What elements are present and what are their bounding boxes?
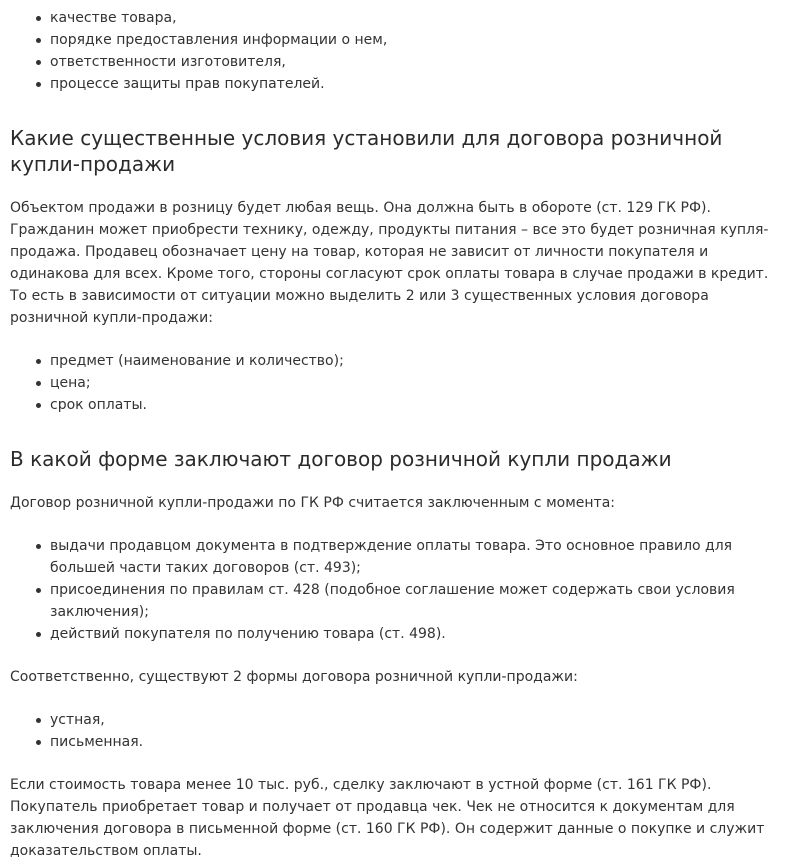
section-heading-contract-form: В какой форме заключают договор розничной купли продажи [10, 447, 672, 471]
list-item: порядке предоставления информации о нем, [10, 29, 787, 51]
list-item: процессе защиты прав покупателей. [10, 73, 787, 95]
contract-forms-list [10, 709, 787, 753]
section-paragraph: Договор розничной купли-продажи по ГК РФ считается заключенным с момента: [10, 495, 615, 511]
list-item: устная, [10, 709, 787, 731]
list-item: цена; [10, 372, 787, 394]
section-heading-essential-terms: Какие существенные условия установили для договора розничной купли-продажи [10, 126, 723, 176]
conclusion-moments-list [10, 535, 787, 645]
list-item: действий покупателя по получению товара (ст. 498). [10, 623, 787, 645]
list-item: ответственности изготовителя, [10, 51, 787, 73]
section-paragraph: Объектом продажи в розницу будет любая вещь. Она должна быть в обороте (ст. 129 ГК РФ). Гражданин может приобрести технику, одежду, продукты питания – все это будет розничная купля-продажа. Продавец обозначает цену на товар, которая не зависит от личности покупателя и одинакова для всех. Кроме того, стороны согласуют срок оплаты товара в случае продажи в кредит. То есть в зависимости от ситуации можно выделить 2 или 3 существенных условия договора розничной купли-продажи: [10, 200, 769, 326]
list-item: присоединения по правилам ст. 428 (подобное соглашение может содержать свои условия заключения); [10, 579, 787, 623]
list-item: выдачи продавцом документа в подтверждение оплаты товара. Это основное правило для большей части таких договоров (ст. 493); [10, 535, 787, 579]
list-item: письменная. [10, 731, 787, 753]
article-body [0, 7, 796, 862]
section-paragraph: Соответственно, существуют 2 формы договора розничной купли-продажи: [10, 669, 578, 685]
list-item: срок оплаты. [10, 394, 787, 416]
essential-terms-list [10, 350, 787, 416]
top-bullet-list [10, 7, 787, 95]
section-paragraph: Если стоимость товара менее 10 тыс. руб., сделку заключают в устной форме (ст. 161 ГК РФ). Покупатель приобретает товар и получает от продавца чек. Чек не относится к документам для заключения договора в письменной форме (ст. 160 ГК РФ). Он содержит данные о покупке и служит доказательством оплаты. [10, 777, 765, 859]
list-item: качестве товара, [10, 7, 787, 29]
list-item: предмет (наименование и количество); [10, 350, 787, 372]
